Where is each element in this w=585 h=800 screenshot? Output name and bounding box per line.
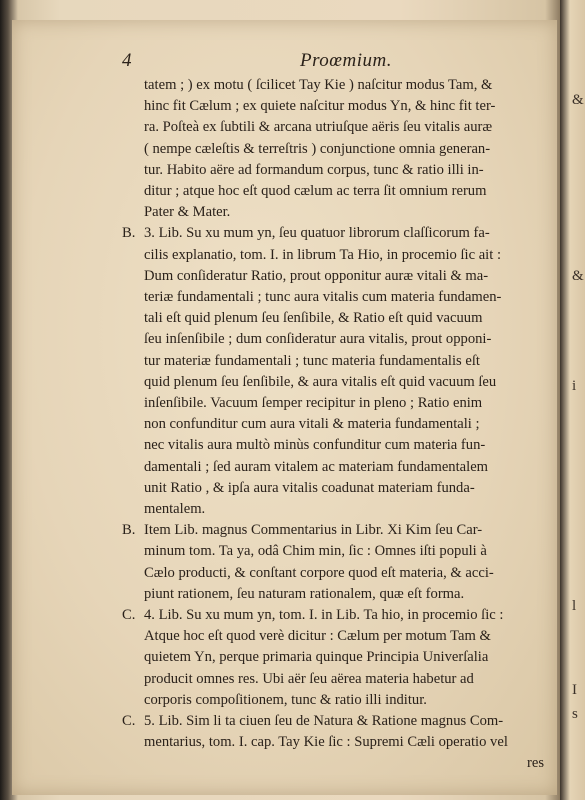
text-line: ditur ; atque hoc eſt quod cælum ac terra ſit omnium rerum — [144, 183, 487, 199]
text-line: Cælo producti, & conſtant corpore quod eſt materia, & acci- — [144, 564, 494, 581]
text-line: 3. Lib. Su xu mum yn, ſeu quatuor librorum claſſicorum fa- — [144, 225, 490, 242]
text-line: producit omnes res. Ubi aër ſeu aërea materia habetur ad — [144, 670, 474, 687]
page-number: 4 — [122, 50, 132, 71]
text-line: nec vitalis aura multò minùs confunditur cum materia fun- — [144, 437, 486, 454]
text-line: corporis compoſitionem, tunc & ratio illi inditur. — [144, 691, 427, 708]
text-line: damentali ; ſed auram vitalem ac materiam fundamentalem — [144, 458, 489, 475]
text-line: teriæ fundamentali ; tunc aura vitalis cum materia fundamen- — [144, 289, 502, 305]
text-line: cilis explanatio, tom. I. in librum Ta Hio, in procemio ſic ait : — [144, 246, 501, 263]
text-line: ſeu inſenſibile ; dum conſideratur aura vitalis, prout opponi- — [144, 331, 492, 348]
running-title: Proœmium. — [300, 50, 392, 71]
text-line: Pater & Mater. — [144, 204, 231, 221]
text-line: ( nempe cæleſtis & terreſtris ) conjunctione omnia generan- — [144, 140, 491, 157]
text-line: tatem ; ) ex motu ( ſcilicet Tay Kie ) naſcitur modus Tam, & — [144, 77, 493, 93]
text-line: 4. Lib. Su xu mum yn, tom. I. in Lib. Ta hio, in procemio ſic : — [144, 607, 504, 623]
text-line: Atque hoc eſt quod verè dicitur : Cælum per motum Tam & — [144, 628, 491, 645]
next-page-edge-glyph: & — [572, 268, 584, 284]
next-page-edge-glyph: & — [572, 92, 584, 108]
margin-marker: C. — [122, 607, 136, 623]
text-line: hinc fit Cælum ; ex quiete naſcitur modus Yn, & hinc fit ter- — [144, 98, 496, 115]
text-line: quietem Yn, perque primaria quinque Principia Univerſalia — [144, 649, 489, 666]
text-line: piunt rationem, ſeu naturam rationalem, quæ eſt forma. — [144, 585, 465, 602]
next-page-edge-glyph: l — [572, 598, 577, 614]
catchword: res — [527, 755, 545, 772]
text-line: mentalem. — [144, 501, 206, 517]
text-line: ra. Poſteà ex ſubtili & arcana utriuſque aëris ſeu vitalis auræ — [144, 119, 493, 136]
text-line: minum tom. Ta ya, odâ Chim min, ſic : Omnes iſti populi à — [144, 543, 487, 560]
text-line: 5. Lib. Sim li ta ciuen ſeu de Natura & Ratione magnus Com- — [144, 713, 504, 729]
next-page-edge-glyph: I — [572, 682, 577, 698]
text-line: Item Lib. magnus Commentarius in Libr. Xi Kim ſeu Car- — [144, 522, 483, 539]
text-line: tur materiæ fundamentali ; tunc materia fundamentalis eſt — [144, 352, 480, 369]
margin-marker: B. — [122, 522, 136, 539]
text-line: Dum conſideratur Ratio, prout opponitur auræ vitali & ma- — [144, 267, 489, 284]
text-line: unit Ratio , & ipſa aura vitalis coadunat materiam funda- — [144, 479, 475, 496]
text-line: non confunditur cum aura vitali & materia fundamentali ; — [144, 416, 480, 433]
text-line: inſenſibile. Vacuum ſemper recipitur in pleno ; Ratio enim — [144, 395, 483, 411]
text-line: quid plenum ſeu ſenſibile, & aura vitalis eſt quid vacuum ſeu — [144, 373, 497, 390]
text-line: tur. Habito aëre ad formandum corpus, tunc & ratio illi in- — [144, 161, 484, 178]
text-line: mentarius, tom. I. cap. Tay Kie ſic : Supremi Cæli operatio vel — [144, 734, 508, 751]
margin-marker: B. — [122, 225, 136, 242]
text-line: tali eſt quid plenum ſeu ſenſibile, & Ratio eſt quid vacuum — [144, 310, 483, 327]
next-page-edge-glyph: i — [572, 378, 577, 394]
margin-marker: C. — [122, 713, 136, 729]
next-page-edge-glyph: s — [572, 706, 578, 722]
